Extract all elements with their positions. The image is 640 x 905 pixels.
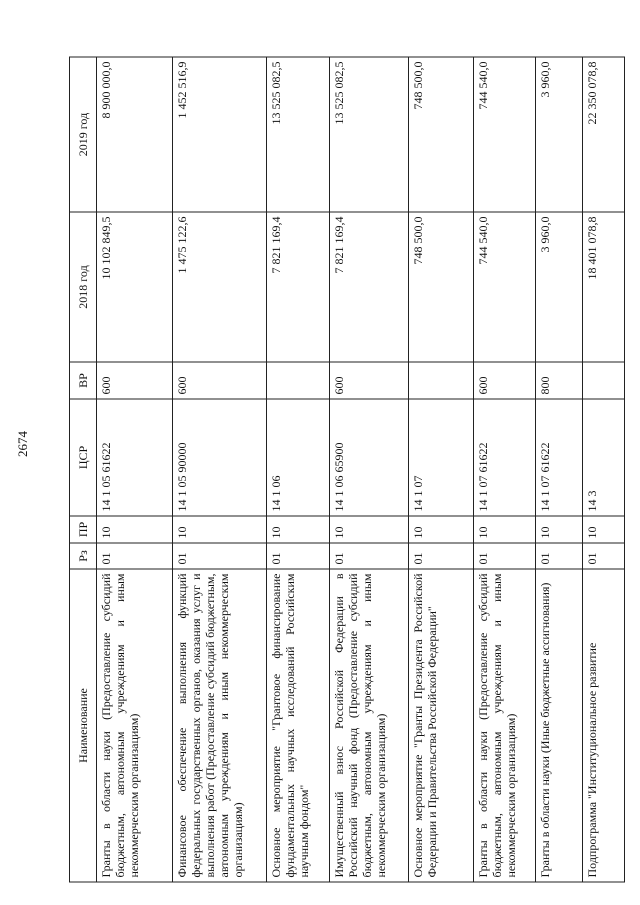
header-pr: ПР <box>70 516 97 543</box>
row-2019: 8 900 000,0 <box>97 57 173 212</box>
row-vr <box>266 362 330 399</box>
table-row <box>330 57 408 882</box>
row-2019: 13 525 082,5 <box>330 57 408 212</box>
table-row <box>535 57 582 882</box>
header-csr: ЦСР <box>70 399 97 516</box>
row-name: Гранты в области науки (Иные бюджетные ассигнования) <box>535 569 582 882</box>
page-number: 2674 <box>15 431 30 457</box>
row-2018: 18 401 078,8 <box>582 212 624 362</box>
row-2018: 3 960,0 <box>535 212 582 362</box>
row-name: Гранты в области науки (Предоставление субсидий бюджетным, автономным учреждениям и иным некоммерческим организациям) <box>97 569 173 882</box>
row-name: Основное мероприятие "Гранты Президента Российской Федерации и Правительства Российской Федерации" <box>408 569 474 882</box>
row-rz: 01 <box>173 543 266 569</box>
row-csr: 14 1 06 65900 <box>330 399 408 516</box>
row-name: Подпрограмма "Институциональное развитие <box>582 569 624 882</box>
row-vr: 600 <box>97 362 173 399</box>
header-2018: 2018 год <box>70 212 97 362</box>
row-rz: 01 <box>97 543 173 569</box>
table-row <box>97 57 173 882</box>
row-2019: 744 540,0 <box>474 57 535 212</box>
row-2018: 7 821 169,4 <box>330 212 408 362</box>
header-vr: ВР <box>70 362 97 399</box>
row-pr: 10 <box>266 516 330 543</box>
table-header-row <box>70 57 97 882</box>
row-pr: 10 <box>582 516 624 543</box>
row-2018: 748 500,0 <box>408 212 474 362</box>
row-csr: 14 1 05 90000 <box>173 399 266 516</box>
row-csr: 14 1 07 <box>408 399 474 516</box>
header-2019: 2019 год <box>70 57 97 212</box>
row-vr: 800 <box>535 362 582 399</box>
row-name: Финансовое обеспечение выполнения функций федеральных государственных органов, оказания услуг и выполнения работ (Предоставление субсидий бюджетным, автономным учреждениям и иным некоммерческим организациям) <box>173 569 266 882</box>
row-2018: 1 475 122,6 <box>173 212 266 362</box>
row-2018: 744 540,0 <box>474 212 535 362</box>
row-pr: 10 <box>173 516 266 543</box>
row-2019: 3 960,0 <box>535 57 582 212</box>
row-rz: 01 <box>474 543 535 569</box>
row-2018: 7 821 169,4 <box>266 212 330 362</box>
row-2019: 748 500,0 <box>408 57 474 212</box>
row-name: Гранты в области науки (Предоставление субсидий бюджетным, автономным учреждениям и иным некоммерческим организациям) <box>474 569 535 882</box>
row-pr: 10 <box>474 516 535 543</box>
row-pr: 10 <box>97 516 173 543</box>
row-csr: 14 1 07 61622 <box>474 399 535 516</box>
table-row <box>582 57 624 882</box>
row-rz: 01 <box>330 543 408 569</box>
row-rz: 01 <box>408 543 474 569</box>
row-csr: 14 3 <box>582 399 624 516</box>
row-vr: 600 <box>474 362 535 399</box>
row-name: Основное мероприятие "Грантовое финансирование фундаментальных научных исследований Российским научным фондом" <box>266 569 330 882</box>
row-pr: 10 <box>535 516 582 543</box>
header-name: Наименование <box>70 569 97 882</box>
row-csr: 14 1 06 <box>266 399 330 516</box>
row-2019: 1 452 516,9 <box>173 57 266 212</box>
table-row <box>266 57 330 882</box>
row-vr <box>408 362 474 399</box>
row-pr: 10 <box>330 516 408 543</box>
row-pr: 10 <box>408 516 474 543</box>
table-row <box>173 57 266 882</box>
table-row <box>408 57 474 882</box>
row-2019: 13 525 082,5 <box>266 57 330 212</box>
row-vr <box>582 362 624 399</box>
header-rz: Рз <box>70 543 97 569</box>
budget-table <box>69 57 625 883</box>
row-2019: 22 350 078,8 <box>582 57 624 212</box>
row-rz: 01 <box>535 543 582 569</box>
row-vr: 600 <box>330 362 408 399</box>
rotated-table-wrapper <box>69 58 625 883</box>
row-rz: 01 <box>266 543 330 569</box>
row-csr: 14 1 07 61622 <box>535 399 582 516</box>
table-row <box>474 57 535 882</box>
row-csr: 14 1 05 61622 <box>97 399 173 516</box>
row-2018: 10 102 849,5 <box>97 212 173 362</box>
row-rz: 01 <box>582 543 624 569</box>
row-vr: 600 <box>173 362 266 399</box>
row-name: Имущественный взнос Российской Федерации в Российский научный фонд (Предоставление субсидий бюджетным, автономным учреждениям и иным некоммерческим организациям) <box>330 569 408 882</box>
